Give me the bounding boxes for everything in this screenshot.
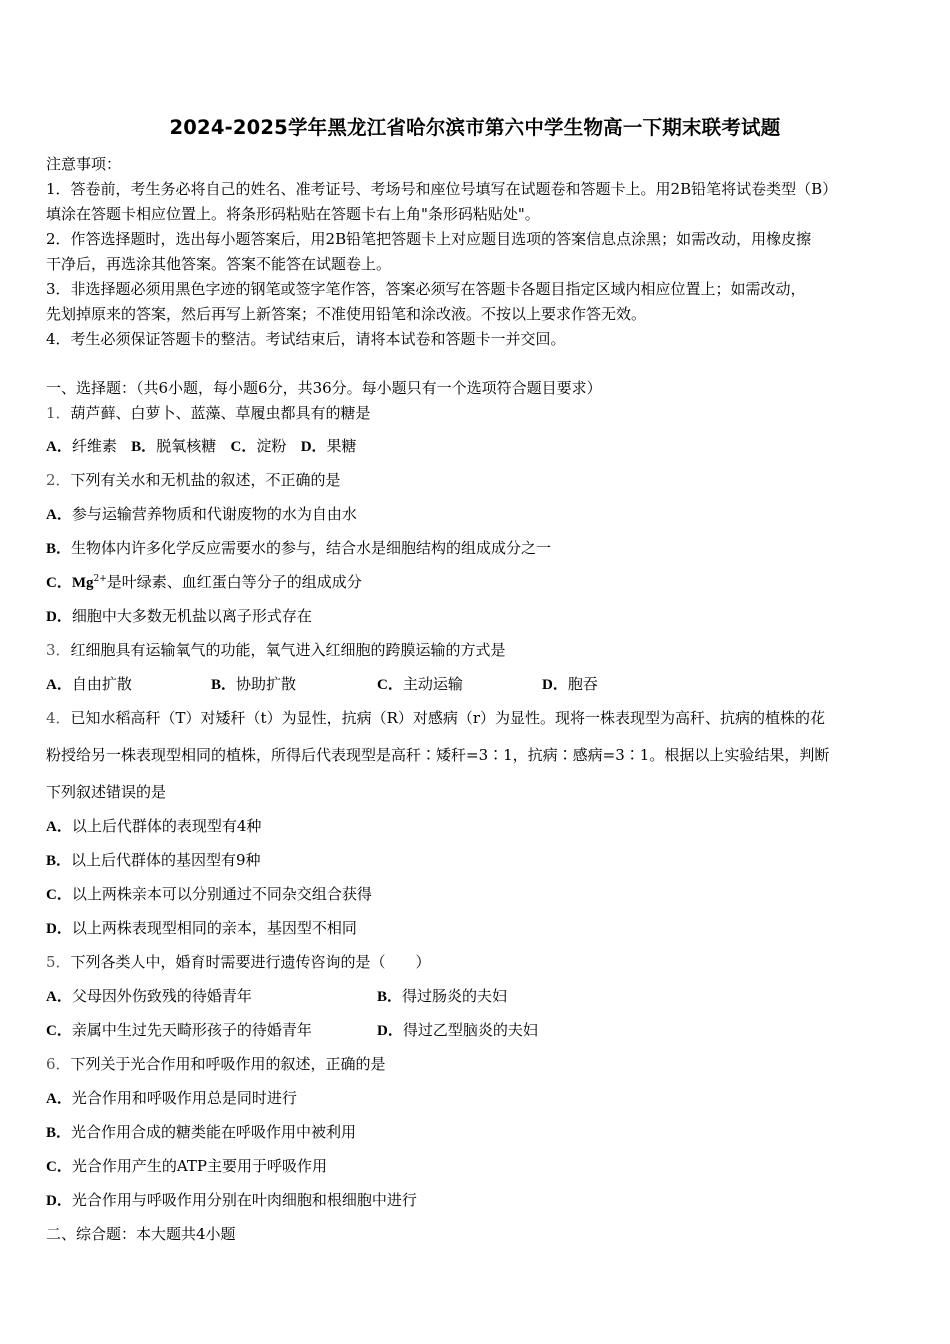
option-label: D． (300, 439, 327, 455)
option-label: A． (46, 677, 72, 693)
option-label: D． (46, 1193, 72, 1209)
question-5 (46, 951, 431, 972)
notice-line: 3．非选择题必须用黑色字迹的钢笔或签字笔作答，答案必须写在答题卡各题目指定区域内相应位置上；如需改动， (46, 280, 806, 298)
option-c[interactable] (231, 437, 287, 455)
option-text: 以上两株亲本可以分别通过不同杂交组合获得 (71, 885, 372, 903)
question-1-options (46, 435, 357, 456)
option-label: D． (46, 609, 72, 625)
option-d[interactable] (301, 437, 357, 455)
notice-line: 2．作答选择题时，选出每小题答案后，用2B铅笔把答题卡上对应题目选项的答案信息点涂黑；如需改动，用橡皮擦 (46, 230, 812, 248)
notice-line: 4．考生必须保证答题卡的整洁。考试结束后，请将本试卷和答题卡一并交回。 (46, 330, 566, 348)
question-stem: 下列关于光合作用和呼吸作用的叙述，正确的是 (70, 1055, 386, 1073)
option-d[interactable] (542, 673, 598, 694)
option-text: 主动运输 (402, 675, 463, 693)
option-label: A． (46, 507, 72, 523)
question-4 (46, 707, 825, 728)
option-label: D． (377, 1023, 403, 1039)
option-text: 纤维素 (71, 437, 117, 455)
question-stem: 下列叙述错误的是 (46, 783, 167, 801)
option-text: 光合作用和呼吸作用总是同时进行 (71, 1089, 297, 1107)
notice-line: 填涂在答题卡相应位置上。将条形码粘贴在答题卡右上角"条形码粘贴处"。 (46, 205, 540, 223)
option-label: B． (46, 1125, 72, 1141)
option-text: 细胞中大多数无机盐以离子形式存在 (71, 607, 312, 625)
option-label: A． (46, 439, 72, 455)
section-1-heading: 一、选择题：（共6小题，每小题6分，共36分。每小题只有一个选项符合题目要求） (46, 379, 602, 397)
option-d[interactable] (46, 1189, 417, 1210)
option-label: A． (46, 989, 72, 1005)
question-3 (46, 639, 506, 660)
option-label: C． (377, 677, 403, 693)
question-number: 1． (46, 404, 71, 422)
option-text: 协助扩散 (236, 675, 297, 693)
option-text: 光合作用产生的ATP主要用于呼吸作用 (71, 1157, 327, 1175)
question-number: 4． (46, 709, 71, 727)
question-stem: 粉授给另一株表现型相同的植株，所得后代表现型是高秆∶矮秆=3∶1，抗病∶感病=3∶1。根据以上实验结果，判断 (46, 746, 830, 764)
notice-line: 先划掉原来的答案，然后再写上新答案；不准使用铅笔和涂改液。不按以上要求作答无效。 (46, 305, 647, 323)
option-label: B． (131, 439, 157, 455)
formula-superscript: 2+ (93, 574, 107, 584)
option-a[interactable] (46, 985, 252, 1006)
notice-line: 1．答卷前，考生务必将自己的姓名、准考证号、考场号和座位号填写在试题卷和答题卡上。用2B铅笔将试卷类型（B） (46, 180, 838, 198)
option-text: 亲属中生过先天畸形孩子的待婚青年 (71, 1021, 312, 1039)
option-text: 得过乙型脑炎的夫妇 (402, 1021, 538, 1039)
option-text: 光合作用与呼吸作用分别在叶肉细胞和根细胞中进行 (71, 1191, 417, 1209)
question-number: 3． (46, 641, 71, 659)
option-label: A． (46, 1091, 72, 1107)
option-a[interactable] (46, 1087, 297, 1108)
option-text: 果糖 (326, 437, 357, 455)
notice-line: 干净后，再选涂其他答案。答案不能答在试题卷上。 (46, 255, 392, 273)
option-text: 父母因外伤致残的待婚青年 (71, 987, 252, 1005)
option-a[interactable] (46, 437, 117, 455)
option-label: A． (46, 819, 72, 835)
option-text: 以上两株表现型相同的亲本，基因型不相同 (71, 919, 357, 937)
option-b[interactable] (46, 537, 551, 558)
question-stem: 下列有关水和无机盐的叙述，不正确的是 (70, 471, 341, 489)
option-text: 光合作用合成的糖类能在呼吸作用中被利用 (71, 1123, 357, 1141)
option-a[interactable] (46, 503, 357, 524)
question-2 (46, 469, 341, 490)
option-b[interactable] (46, 849, 261, 870)
option-label: C． (230, 439, 257, 455)
option-text: 参与运输营养物质和代谢废物的水为自由水 (71, 505, 357, 523)
option-a[interactable] (46, 815, 261, 836)
question-stem: 下列各类人中，婚育时需要进行遗传咨询的是（ ） (70, 953, 431, 971)
option-label: C． (46, 1159, 72, 1175)
formula: Mg (71, 575, 94, 591)
option-text: 淀粉 (256, 437, 287, 455)
question-1 (46, 402, 371, 423)
option-a[interactable] (46, 673, 132, 694)
option-text: 生物体内许多化学反应需要水的参与，结合水是细胞结构的组成成分之一 (71, 539, 552, 557)
notice-heading: 注意事项： (46, 155, 122, 173)
option-label: B． (377, 989, 403, 1005)
option-c[interactable] (377, 673, 463, 694)
option-c[interactable] (46, 883, 372, 904)
question-number: 2． (46, 471, 71, 489)
option-label: C． (46, 887, 72, 903)
option-label: B． (211, 677, 237, 693)
option-c[interactable] (46, 571, 362, 592)
option-label: B． (46, 541, 72, 557)
option-c[interactable] (46, 1019, 312, 1040)
option-text: 脱氧核糖 (156, 437, 217, 455)
option-text: 自由扩散 (71, 675, 132, 693)
option-d[interactable] (46, 605, 312, 626)
option-label: B． (46, 853, 72, 869)
option-label: C． (46, 1023, 72, 1039)
option-b[interactable] (46, 1121, 356, 1142)
question-stem: 葫芦藓、白萝卜、蓝藻、草履虫都具有的糖是 (70, 404, 371, 422)
section-2-heading: 二、综合题：本大题共4小题 (46, 1225, 236, 1243)
option-text: 以上后代群体的基因型有9种 (71, 851, 261, 869)
option-b[interactable] (377, 985, 507, 1006)
question-6 (46, 1053, 386, 1074)
question-number: 5． (46, 953, 71, 971)
question-stem: 已知水稻高秆（T）对矮秆（t）为显性，抗病（R）对感病（r）为显性。现将一株表现型为高秆、抗病的植株的花 (70, 709, 826, 727)
option-c[interactable] (46, 1155, 327, 1176)
question-stem: 红细胞具有运输氧气的功能，氧气进入红细胞的跨膜运输的方式是 (70, 641, 506, 659)
option-label: D． (542, 677, 568, 693)
option-b[interactable] (131, 437, 216, 455)
option-label: D． (46, 921, 72, 937)
option-text: 是叶绿素、血红蛋白等分子的组成成分 (106, 573, 362, 591)
exam-title: 2024-2025学年黑龙江省哈尔滨市第六中学生物高一下期末联考试题 (169, 116, 781, 139)
option-text: 胞吞 (567, 675, 598, 693)
option-text: 以上后代群体的表现型有4种 (71, 817, 262, 835)
option-text: 得过肠炎的夫妇 (402, 987, 508, 1005)
option-d[interactable] (46, 917, 357, 938)
question-number: 6． (46, 1055, 71, 1073)
option-b[interactable] (211, 673, 296, 694)
option-label: C． (46, 575, 72, 591)
option-d[interactable] (377, 1019, 538, 1040)
